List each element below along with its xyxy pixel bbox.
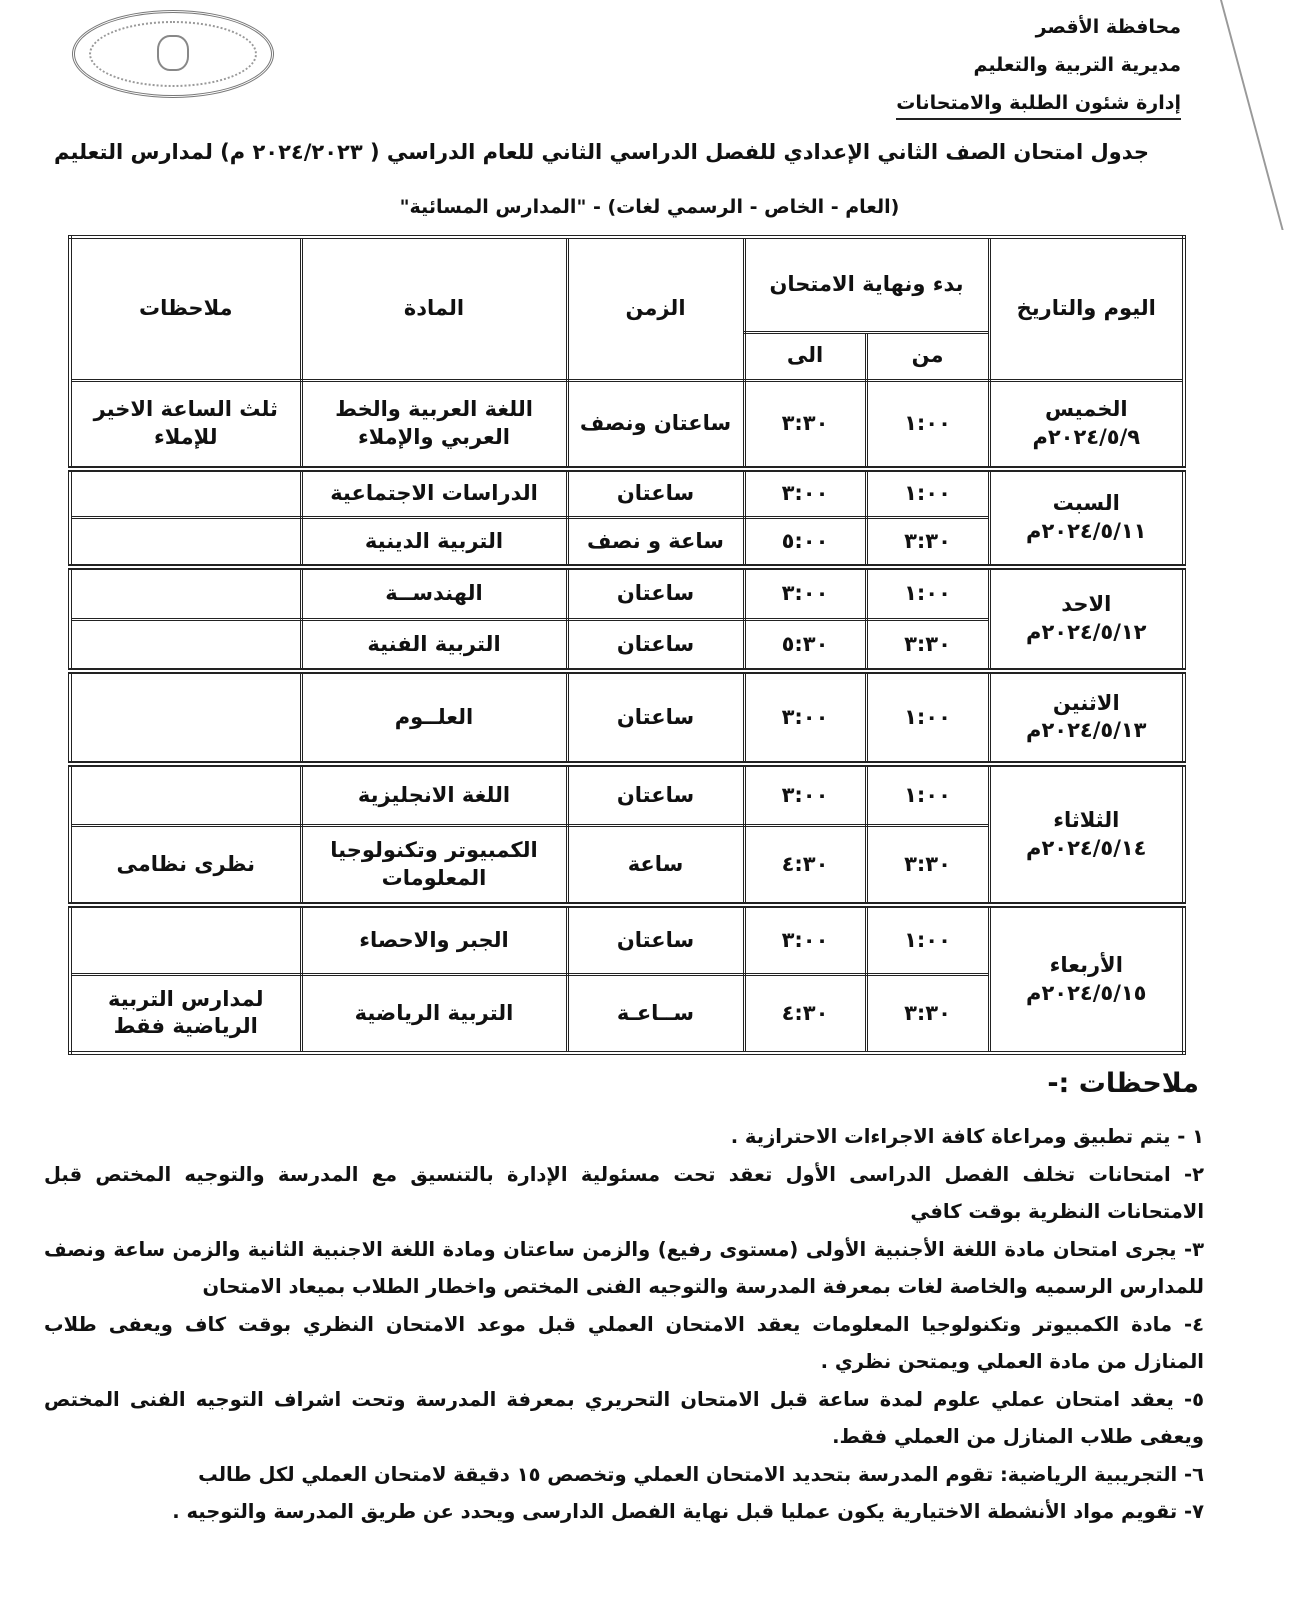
day-name: الاثنين [1052, 691, 1120, 716]
exam-date: ٢٠٢٤/٥/٩م [1032, 424, 1141, 449]
note-item: ٤- مادة الكمبيوتر وتكنولوجيا المعلومات يعقد الامتحان العملي قبل موعد الامتحان النظري بوقت كاف ويعفى طلاب المنازل من مادة العملي ويمتحن نظري . [44, 1312, 1204, 1373]
end-time-cell: ٣:٠٠ [744, 905, 866, 974]
duration-cell: ساعتان [567, 671, 744, 765]
start-time-cell: ١:٠٠ [866, 905, 989, 974]
start-time-cell: ١:٠٠ [866, 469, 989, 518]
header-notes: ملاحظات [70, 237, 301, 380]
subject-cell: اللغة العربية والخط العربي والإملاء [301, 380, 567, 469]
end-time-cell: ٣:٠٠ [744, 764, 866, 825]
table-row [70, 469, 1184, 518]
notes-cell [70, 518, 301, 567]
end-time-cell: ٣:٠٠ [744, 567, 866, 620]
duration-cell: ساعتان [567, 567, 744, 620]
subject-cell: الكمبيوتر وتكنولوجيا المعلومات [301, 826, 567, 906]
note-item: ٢- امتحانات تخلف الفصل الدراسى الأول تعقد تحت مسئولية الإدارة بالتنسيق مع المدرسة والتوجيه المختص قبل الامتحانات النظرية بوقت كافي [44, 1162, 1204, 1223]
subject-cell: العلــوم [301, 671, 567, 765]
notes-cell [70, 905, 301, 974]
duration-cell: ساعة و نصف [567, 518, 744, 567]
exam-date: ٢٠٢٤/٥/١٣م [1026, 718, 1147, 743]
document-subtitle: (العام - الخاص - الرسمي لغات) - "المدارس المسائية" [399, 196, 900, 218]
notes-cell: لمدارس التربية الرياضية فقط [70, 974, 301, 1053]
notes-cell: نظرى نظامى [70, 826, 301, 906]
end-time-cell: ٥:٣٠ [744, 620, 866, 671]
day-name: الأربعاء [1049, 953, 1123, 978]
note-item: ٦- التجريبية الرياضية: تقوم المدرسة بتحديد الامتحان العملي وتخصص ١٥ دقيقة لامتحان العملي لكل طالب [198, 1462, 1204, 1486]
table-row [70, 764, 1184, 825]
exam-schedule-table [68, 235, 1186, 1055]
exam-date: ٢٠٢٤/٥/١٢م [1026, 619, 1147, 644]
notes-heading: ملاحظات :- [1047, 1068, 1199, 1099]
notes-cell [70, 671, 301, 765]
schedule-body [70, 380, 1184, 1053]
day-date-cell [989, 764, 1184, 905]
day-name: الاحد [1061, 592, 1112, 617]
end-time-cell: ٥:٠٠ [744, 518, 866, 567]
day-name: الخميس [1044, 397, 1128, 422]
end-time-cell: ٤:٣٠ [744, 974, 866, 1053]
header-day-date: اليوم والتاريخ [989, 237, 1184, 380]
notes-cell [70, 764, 301, 825]
duration-cell: ساعتان [567, 469, 744, 518]
table-row [70, 380, 1184, 469]
end-time-cell: ٣:٠٠ [744, 671, 866, 765]
issuer-header [851, 8, 1181, 122]
ministry-seal-logo [72, 10, 274, 98]
notes-cell [70, 469, 301, 518]
day-name: السبت [1052, 491, 1120, 516]
header-from: من [866, 332, 989, 380]
table-row [70, 905, 1184, 974]
start-time-cell: ١:٠٠ [866, 671, 989, 765]
duration-cell: ساعة [567, 826, 744, 906]
notes-cell [70, 567, 301, 620]
end-time-cell: ٣:٠٠ [744, 469, 866, 518]
end-time-cell: ٤:٣٠ [744, 826, 866, 906]
notes-cell: ثلث الساعة الاخير للإملاء [70, 380, 301, 469]
start-time-cell: ١:٠٠ [866, 764, 989, 825]
note-item: ٣- يجرى امتحان مادة اللغة الأجنبية الأولى (مستوى رفيع) والزمن ساعتان ومادة اللغة الاجنبية الثانية والزمن ساعة ونصف للمدارس الرسميه والخاصة لغات بمعرفة المدرسة والتوجيه الفنى المختص واخطار الطلاب بميعاد الامتحان [44, 1237, 1204, 1298]
end-time-cell: ٣:٣٠ [744, 380, 866, 469]
governorate-name: محافظة الأقصر [1035, 16, 1181, 38]
duration-cell: ساعتان [567, 620, 744, 671]
note-item: ٧- تقويم مواد الأنشطة الاختيارية يكون عمليا قبل نهاية الفصل الدارسى ويحدد عن طريق المدرسة والتوجيه . [172, 1500, 1204, 1523]
exam-date: ٢٠٢٤/٥/١١م [1026, 518, 1147, 543]
exam-date: ٢٠٢٤/٥/١٥م [1026, 980, 1147, 1005]
subject-cell: الدراسات الاجتماعية [301, 469, 567, 518]
subject-cell: اللغة الانجليزية [301, 764, 567, 825]
day-date-cell [989, 469, 1184, 567]
note-item: ٥- يعقد امتحان عملي علوم لمدة ساعة قبل الامتحان التحريري بمعرفة المدرسة وتحت اشراف التوجيه الفنى المختص ويعفى طلاب المنازل من العملي فقط. [44, 1387, 1204, 1448]
start-time-cell: ٣:٣٠ [866, 620, 989, 671]
start-time-cell: ٣:٣٠ [866, 826, 989, 906]
subject-cell: التربية الفنية [301, 620, 567, 671]
department-name: إدارة شئون الطلبة والامتحانات [896, 88, 1181, 120]
document-title: جدول امتحان الصف الثاني الإعدادي للفصل الدراسي الثاني للعام الدراسي ( ٢٠٢٤/٢٠٢٣ م) لمدارس التعليم [54, 140, 1149, 164]
table-row [70, 671, 1184, 765]
table-row [70, 567, 1184, 620]
start-time-cell: ٣:٣٠ [866, 974, 989, 1053]
subject-cell: الجبر والاحصاء [301, 905, 567, 974]
start-time-cell: ٣:٣٠ [866, 518, 989, 567]
day-date-cell [989, 380, 1184, 469]
duration-cell: ساعتان [567, 905, 744, 974]
directorate-name: مديرية التربية والتعليم [973, 54, 1181, 76]
note-item: ١ - يتم تطبيق ومراعاة كافة الاجراءات الاحترازية . [730, 1125, 1204, 1148]
subject-cell: التربية الرياضية [301, 974, 567, 1053]
duration-cell: ساعتان [567, 764, 744, 825]
day-date-cell [989, 567, 1184, 671]
subject-cell: التربية الدينية [301, 518, 567, 567]
header-start-end: بدء ونهاية الامتحان [744, 237, 989, 332]
header-subject: المادة [301, 237, 567, 380]
day-date-cell [989, 905, 1184, 1053]
header-to: الى [744, 332, 866, 380]
header-duration: الزمن [567, 237, 744, 380]
notes-list [44, 1118, 1204, 1531]
start-time-cell: ١:٠٠ [866, 380, 989, 469]
duration-cell: ساعتان ونصف [567, 380, 744, 469]
day-name: الثلاثاء [1053, 808, 1120, 833]
exam-date: ٢٠٢٤/٥/١٤م [1026, 835, 1147, 860]
notes-cell [70, 620, 301, 671]
duration-cell: ســاعـة [567, 974, 744, 1053]
start-time-cell: ١:٠٠ [866, 567, 989, 620]
subject-cell: الهندســة [301, 567, 567, 620]
day-date-cell [989, 671, 1184, 765]
